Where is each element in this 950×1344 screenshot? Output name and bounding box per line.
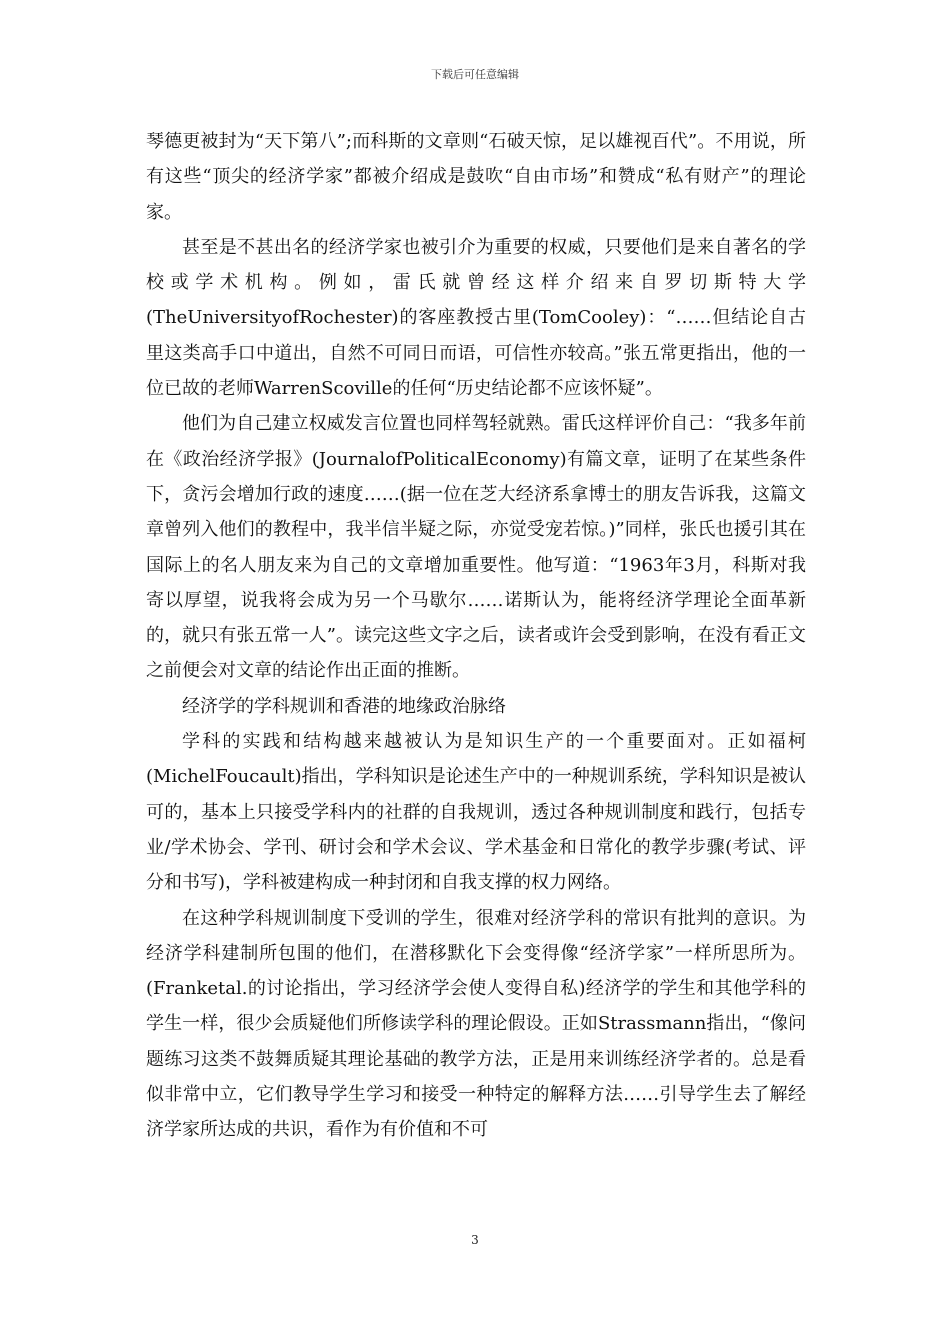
page-number: 3 bbox=[471, 1233, 479, 1247]
paragraph-3: 他们为自己建立权威发言位置也同样驾轻就熟。雷氏这样评价自己：“我多年前在《政治经济学报》(JournalofPoliticalEconomy)有篇文章，证明了在某些条件下，贪污会增加行政的速度……(据一位在芝大经济系拿博士的朋友告诉我，这篇文章曾列入他们的教程中，我半信半疑之际，亦觉受宠若惊。)”同样，张氏也援引其在国际上的名人朋友来为自己的文章增加重要性。他写道：“1963年3月，科斯对我寄以厚望，说我将会成为另一个马歇尔……诺斯认为，能将经济学理论全面革新的，就只有张五常一人”。读完这些文字之后，读者或许会受到影响，在没有看正文之前便会对文章的结论作出正面的推断。 bbox=[146, 413, 806, 682]
page-header: 下载后可任意编辑 bbox=[431, 68, 519, 81]
paragraph-1: 琴德更被封为“天下第八”;而科斯的文章则“石破天惊，足以雄视百代”。不用说，所有这些“顶尖的经济学家”都被介绍成是鼓吹“自由市场”和赞成“私有财产”的理论家。 bbox=[146, 131, 806, 223]
document-body bbox=[146, 124, 806, 1148]
paragraph-2: 甚至是不甚出名的经济学家也被引介为重要的权威，只要他们是来自著名的学校或学术机构。例如，雷氏就曾经这样介绍来自罗切斯特大学(TheUniversityofRochester)的客座教授古里(TomCooley)：“……但结论自古里这类高手口中道出，自然不可同日而语，可信性亦较高。”张五常更指出，他的一位已故的老师WarrenScoville的任何“历史结论都不应该怀疑”。 bbox=[146, 236, 806, 400]
paragraph-4: 学科的实践和结构越来越被认为是知识生产的一个重要面对。正如福柯(MichelFoucault)指出，学科知识是论述生产中的一种规训系统，学科知识是被认可的，基本上只接受学科内的社群的自我规训，透过各种规训制度和践行，包括专业/学术协会、学刊、研讨会和学术会议、学术基金和日常化的教学步骤(考试、评分和书写)，学科被建构成一种封闭和自我支撑的权力网络。 bbox=[146, 731, 806, 894]
paragraph-5: 在这种学科规训制度下受训的学生，很难对经济学科的常识有批判的意识。为经济学科建制所包围的他们，在潜移默化下会变得像“经济学家”一样所思所为。(Franketal.的讨论指出，学习经济学会使人变得自私)经济学的学生和其他学科的学生一样，很少会质疑他们所修读学科的理论假设。正如Strassmann指出，“像问题练习这类不鼓舞质疑其理论基础的教学方法，正是用来训练经济学者的。总是看似非常中立，它们教导学生学习和接受一种特定的解释方法……引导学生去了解经济学家所达成的共识，看作为有价值和不可 bbox=[146, 907, 806, 1141]
section-heading: 经济学的学科规训和香港的地缘政治脉络 bbox=[182, 695, 506, 717]
